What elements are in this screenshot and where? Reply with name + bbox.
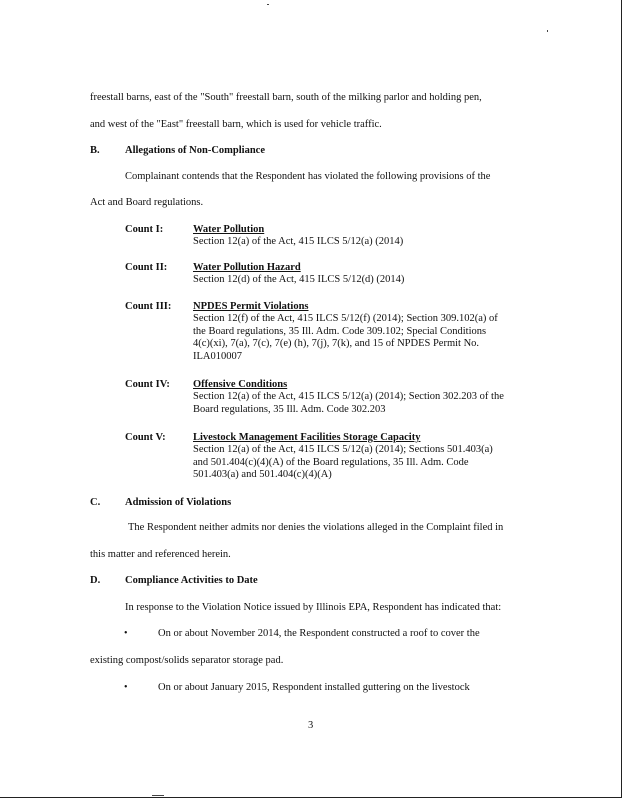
count-4-line-1: Section 12(a) of the Act, 415 ILCS 5/12(a) (2014); Section 302.203 of the <box>193 391 504 402</box>
intro-line-1: freestall barns, east of the "South" freestall barn, south of the milking parlor and holding pen, <box>90 92 482 103</box>
page-number: 3 <box>308 720 314 731</box>
count-3-line-4: ILA010007 <box>193 351 242 362</box>
section-b-heading: Allegations of Non-Compliance <box>125 145 265 156</box>
count-3-line-3: 4(c)(xi), 7(a), 7(c), 7(e) (h), 7(j), 7(k), and 15 of NPDES Permit No. <box>193 338 480 349</box>
section-d-letter: D. <box>90 575 101 586</box>
count-3-label: Count III: <box>125 301 172 312</box>
count-5-title: Livestock Management Facilities Storage Capacity <box>193 432 421 443</box>
bullet-2-line-1: On or about January 2015, Respondent installed guttering on the livestock <box>158 682 470 693</box>
count-5-line-3: 501.403(a) and 501.404(c)(4)(A) <box>193 469 332 480</box>
bullet-1-line-2: existing compost/solids separator storage pad. <box>90 655 284 666</box>
count-3-line-2: the Board regulations, 35 Ill. Adm. Code 309.102; Special Conditions <box>193 326 487 337</box>
intro-line-2: and west of the "East" freestall barn, which is used for vehicle traffic. <box>90 119 382 130</box>
count-2-title: Water Pollution Hazard <box>193 262 301 273</box>
bullet-icon: • <box>124 682 128 693</box>
count-1-line-1: Section 12(a) of the Act, 415 ILCS 5/12(a) (2014) <box>193 236 404 247</box>
count-2-label: Count II: <box>125 262 168 273</box>
count-4-title: Offensive Conditions <box>193 379 288 390</box>
bullet-icon: • <box>124 628 128 639</box>
count-5-line-2: and 501.404(c)(4)(A) of the Board regulations, 35 Ill. Adm. Code <box>193 457 469 468</box>
count-5-label: Count V: <box>125 432 166 443</box>
section-c-letter: C. <box>90 497 101 508</box>
count-4-label: Count IV: <box>125 379 170 390</box>
count-4-line-2: Board regulations, 35 Ill. Adm. Code 302.203 <box>193 404 386 415</box>
bullet-1-line-1: On or about November 2014, the Respondent constructed a roof to cover the <box>158 628 480 639</box>
count-3-title: NPDES Permit Violations <box>193 301 309 312</box>
scan-speck <box>547 30 548 32</box>
section-d-para: In response to the Violation Notice issued by Illinois EPA, Respondent has indicated that: <box>125 602 502 613</box>
section-b-para-line-2: Act and Board regulations. <box>90 197 204 208</box>
section-c-para-line-1: The Respondent neither admits nor denies the violations alleged in the Complaint filed in <box>128 522 504 533</box>
scan-speck <box>267 4 269 5</box>
scan-speck <box>152 795 164 796</box>
count-3-line-1: Section 12(f) of the Act, 415 ILCS 5/12(f) (2014); Section 309.102(a) of <box>193 313 498 324</box>
section-c-para-line-2: this matter and referenced herein. <box>90 549 231 560</box>
count-5-line-1: Section 12(a) of the Act, 415 ILCS 5/12(a) (2014); Sections 501.403(a) <box>193 444 493 455</box>
section-b-letter: B. <box>90 145 100 156</box>
count-1-title: Water Pollution <box>193 224 265 235</box>
section-b-para-line-1: Complainant contends that the Respondent has violated the following provisions of the <box>125 171 491 182</box>
count-1-label: Count I: <box>125 224 164 235</box>
count-2-line-1: Section 12(d) of the Act, 415 ILCS 5/12(d) (2014) <box>193 274 405 285</box>
section-d-heading: Compliance Activities to Date <box>125 575 258 586</box>
section-c-heading: Admission of Violations <box>125 497 232 508</box>
